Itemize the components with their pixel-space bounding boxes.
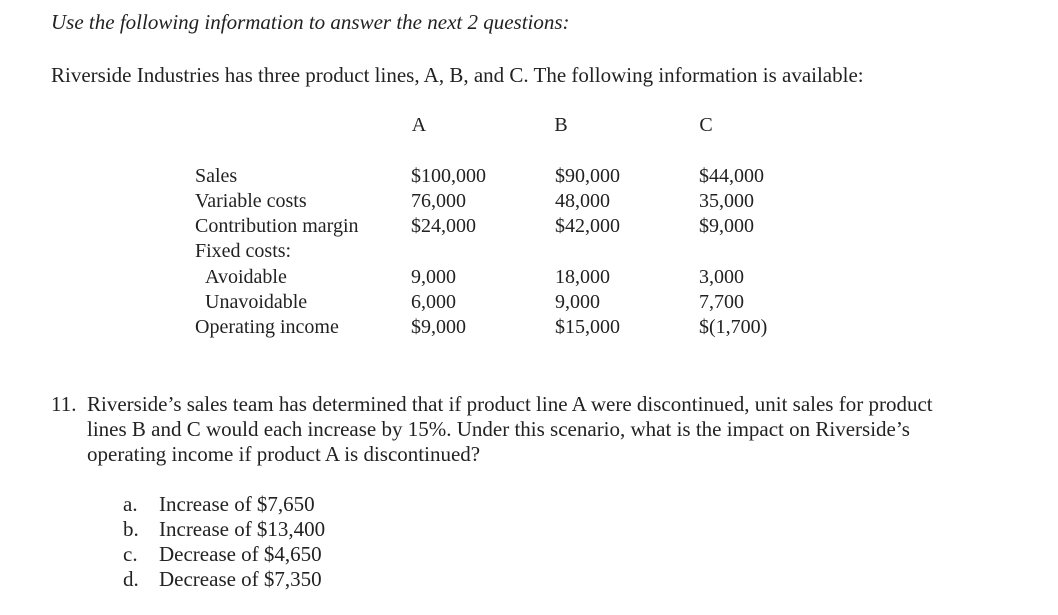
option-b-letter: b.: [123, 517, 139, 541]
cell-b-unavoidable: 9,000: [555, 291, 600, 313]
cell-a-avoidable: 9,000: [411, 266, 456, 288]
question-number: 11.: [51, 392, 77, 416]
cell-b-sales: $90,000: [555, 165, 620, 187]
column-header-c: C: [699, 114, 713, 136]
cell-b-avoidable: 18,000: [555, 266, 610, 288]
option-c-letter: c.: [123, 542, 138, 566]
column-header-a: A: [411, 114, 427, 136]
cell-c-unavoidable: 7,700: [699, 291, 744, 313]
row-label-operating-income: Operating income: [195, 316, 339, 338]
row-label-sales: Sales: [195, 165, 238, 187]
option-c-text: Decrease of $4,650: [159, 542, 322, 566]
cell-a-operating-income: $9,000: [411, 316, 466, 338]
column-header-b: B: [554, 114, 568, 136]
cell-c-variable-costs: 35,000: [699, 190, 754, 212]
cell-a-unavoidable: 6,000: [411, 291, 456, 313]
cell-a-contribution-margin: $24,000: [411, 215, 476, 237]
option-d-letter: d.: [123, 567, 139, 591]
question-line-3: operating income if product A is discontinued?: [87, 442, 481, 466]
cell-b-contribution-margin: $42,000: [555, 215, 620, 237]
row-label-variable-costs: Variable costs: [195, 190, 307, 212]
question-text: [87, 392, 987, 467]
option-a-letter: a.: [123, 492, 138, 516]
option-a-text: Increase of $7,650: [159, 492, 315, 516]
option-d-text: Decrease of $7,350: [159, 567, 322, 591]
cell-c-avoidable: 3,000: [699, 266, 744, 288]
cell-b-variable-costs: 48,000: [555, 190, 610, 212]
option-b-text: Increase of $13,400: [159, 517, 326, 541]
cell-c-sales: $44,000: [699, 165, 764, 187]
row-label-contribution-margin: Contribution margin: [195, 215, 359, 237]
cell-b-operating-income: $15,000: [555, 316, 620, 338]
row-label-avoidable: Avoidable: [205, 266, 287, 288]
question-line-1: Riverside’s sales team has determined that if product line A were discontinued, unit sales for product: [87, 392, 933, 416]
cell-c-operating-income: $(1,700): [699, 316, 768, 338]
row-label-fixed-costs: Fixed costs:: [195, 240, 292, 262]
cell-a-variable-costs: 76,000: [411, 190, 466, 212]
cell-a-sales: $100,000: [411, 165, 486, 187]
cell-c-contribution-margin: $9,000: [699, 215, 754, 237]
instructions-heading: Use the following information to answer the next 2 questions:: [51, 10, 570, 34]
question-line-2: lines B and C would each increase by 15%. Under this scenario, what is the impact on Riverside’s: [87, 417, 910, 441]
context-paragraph: Riverside Industries has three product lines, A, B, and C. The following information is available:: [51, 63, 864, 87]
row-label-unavoidable: Unavoidable: [205, 291, 308, 313]
